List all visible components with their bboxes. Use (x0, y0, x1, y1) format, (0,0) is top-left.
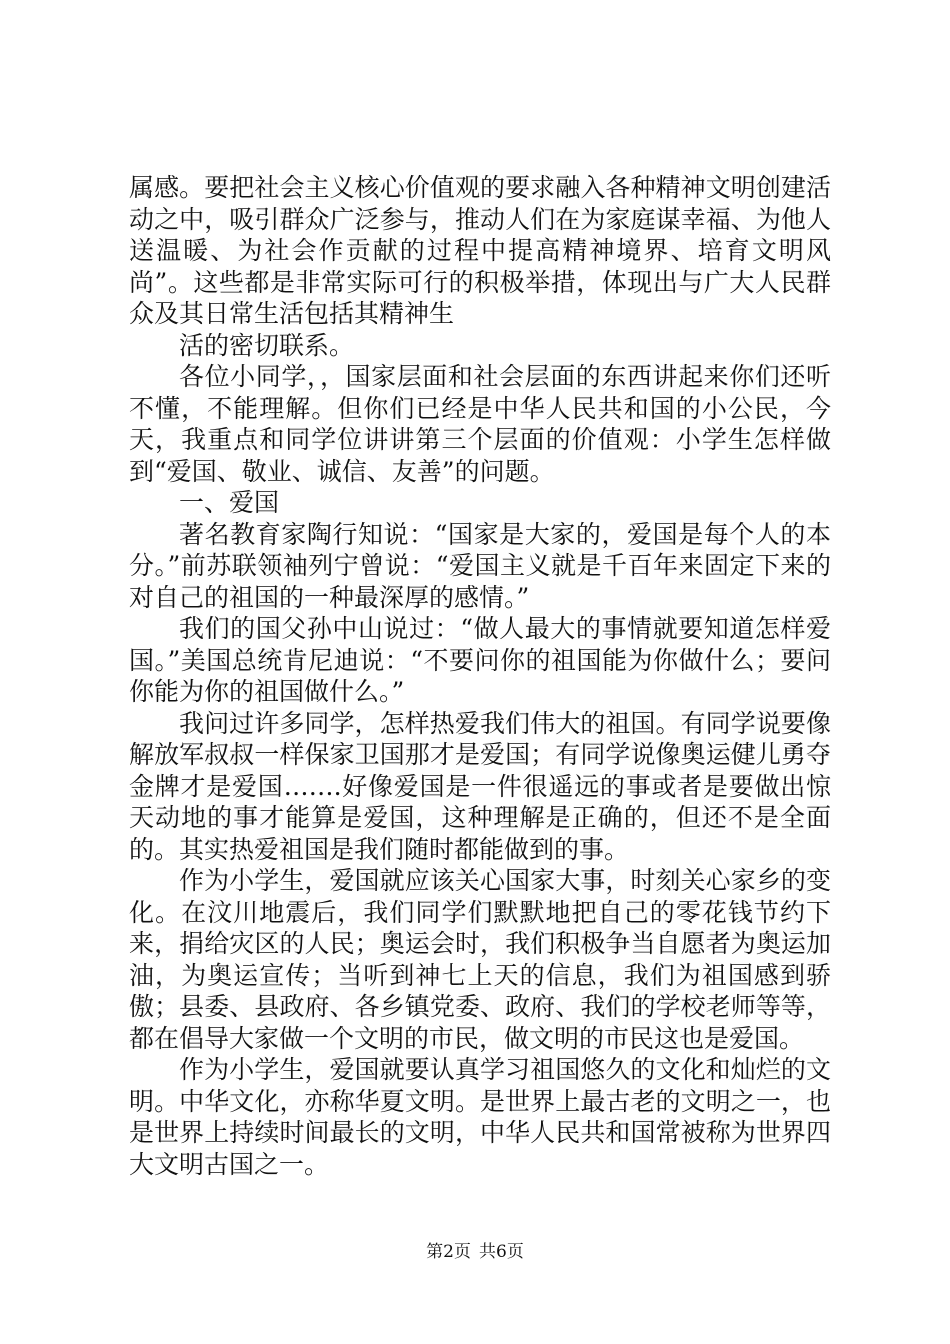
paragraph-continuation: 属感。要把社会主义核心价值观的要求融入各种精神文明创建活动之中，吸引群众广泛参与，推动人们在为家庭谋幸福、为他人送温暖、为社会作贡献的过程中提高精神境界、培育文明风尚”。这些都是非常实际可行的积极举措，体现出与广大人民群众及其日常生活包括其精神生 (129, 173, 831, 328)
paragraph-intro: 各位小同学，，国家层面和社会层面的东西讲起来你们还听不懂，不能理解。但你们已经是中华人民共和国的小公民，今天，我重点和同学位讲讲第三个层面的价值观：小学生怎样做到“爱国、敬业、诚信、友善”的问题。 (129, 362, 831, 486)
page-total: 共6页 (479, 1242, 524, 1262)
paragraph-quote-1: 著名教育家陶行知说：“国家是大家的，爱国是每个人的本分。”前苏联领袖列宁曾说：“爱国主义就是千百年来固定下来的对自己的祖国的一种最深厚的感情。” (129, 519, 831, 612)
paragraph-question: 我问过许多同学，怎样热爱我们伟大的祖国。有同学说要像解放军叔叔一样保家卫国那才是爱国；有同学说像奥运健儿勇夺金牌才是爱国…….好像爱国是一件很遥远的事或者是要做出惊天动地的事才能算是爱国，这种理解是正确的，但还不是全面的。其实热爱祖国是我们随时都能做到的事。 (129, 708, 831, 864)
page-number: 第2页 (426, 1242, 471, 1262)
page-footer (0, 1241, 950, 1263)
paragraph-quote-2: 我们的国父孙中山说过：“做人最大的事情就要知道怎样爱国。”美国总统肯尼迪说：“不要问你的祖国能为你做什么；要问你能为你的祖国做什么。” (129, 614, 831, 706)
paragraph-culture: 作为小学生，爱国就要认真学习祖国悠久的文化和灿烂的文明。中华文化，亦称华夏文明。是世界上最古老的文明之一，也是世界上持续时间最长的文明，中华人民共和国常被称为世界四大文明古国之一。 (129, 1055, 831, 1179)
document-body (129, 172, 831, 1180)
paragraph-continuation-tail: 活的密切联系。 (179, 330, 355, 360)
paragraph-concern: 作为小学生，爱国就应该关心国家大事，时刻关心家乡的变化。在汶川地震后，我们同学们默默地把自己的零花钱节约下来，捐给灾区的人民；奥运会时，我们积极争当自愿者为奥运加油，为奥运宣传；当听到神七上天的信息，我们为祖国感到骄傲；县委、县政府、各乡镇党委、政府、我们的学校老师等等，都在倡导大家做一个文明的市民，做文明的市民这也是爱国。 (129, 866, 831, 1053)
section-heading: 一、爱国 (179, 488, 280, 517)
